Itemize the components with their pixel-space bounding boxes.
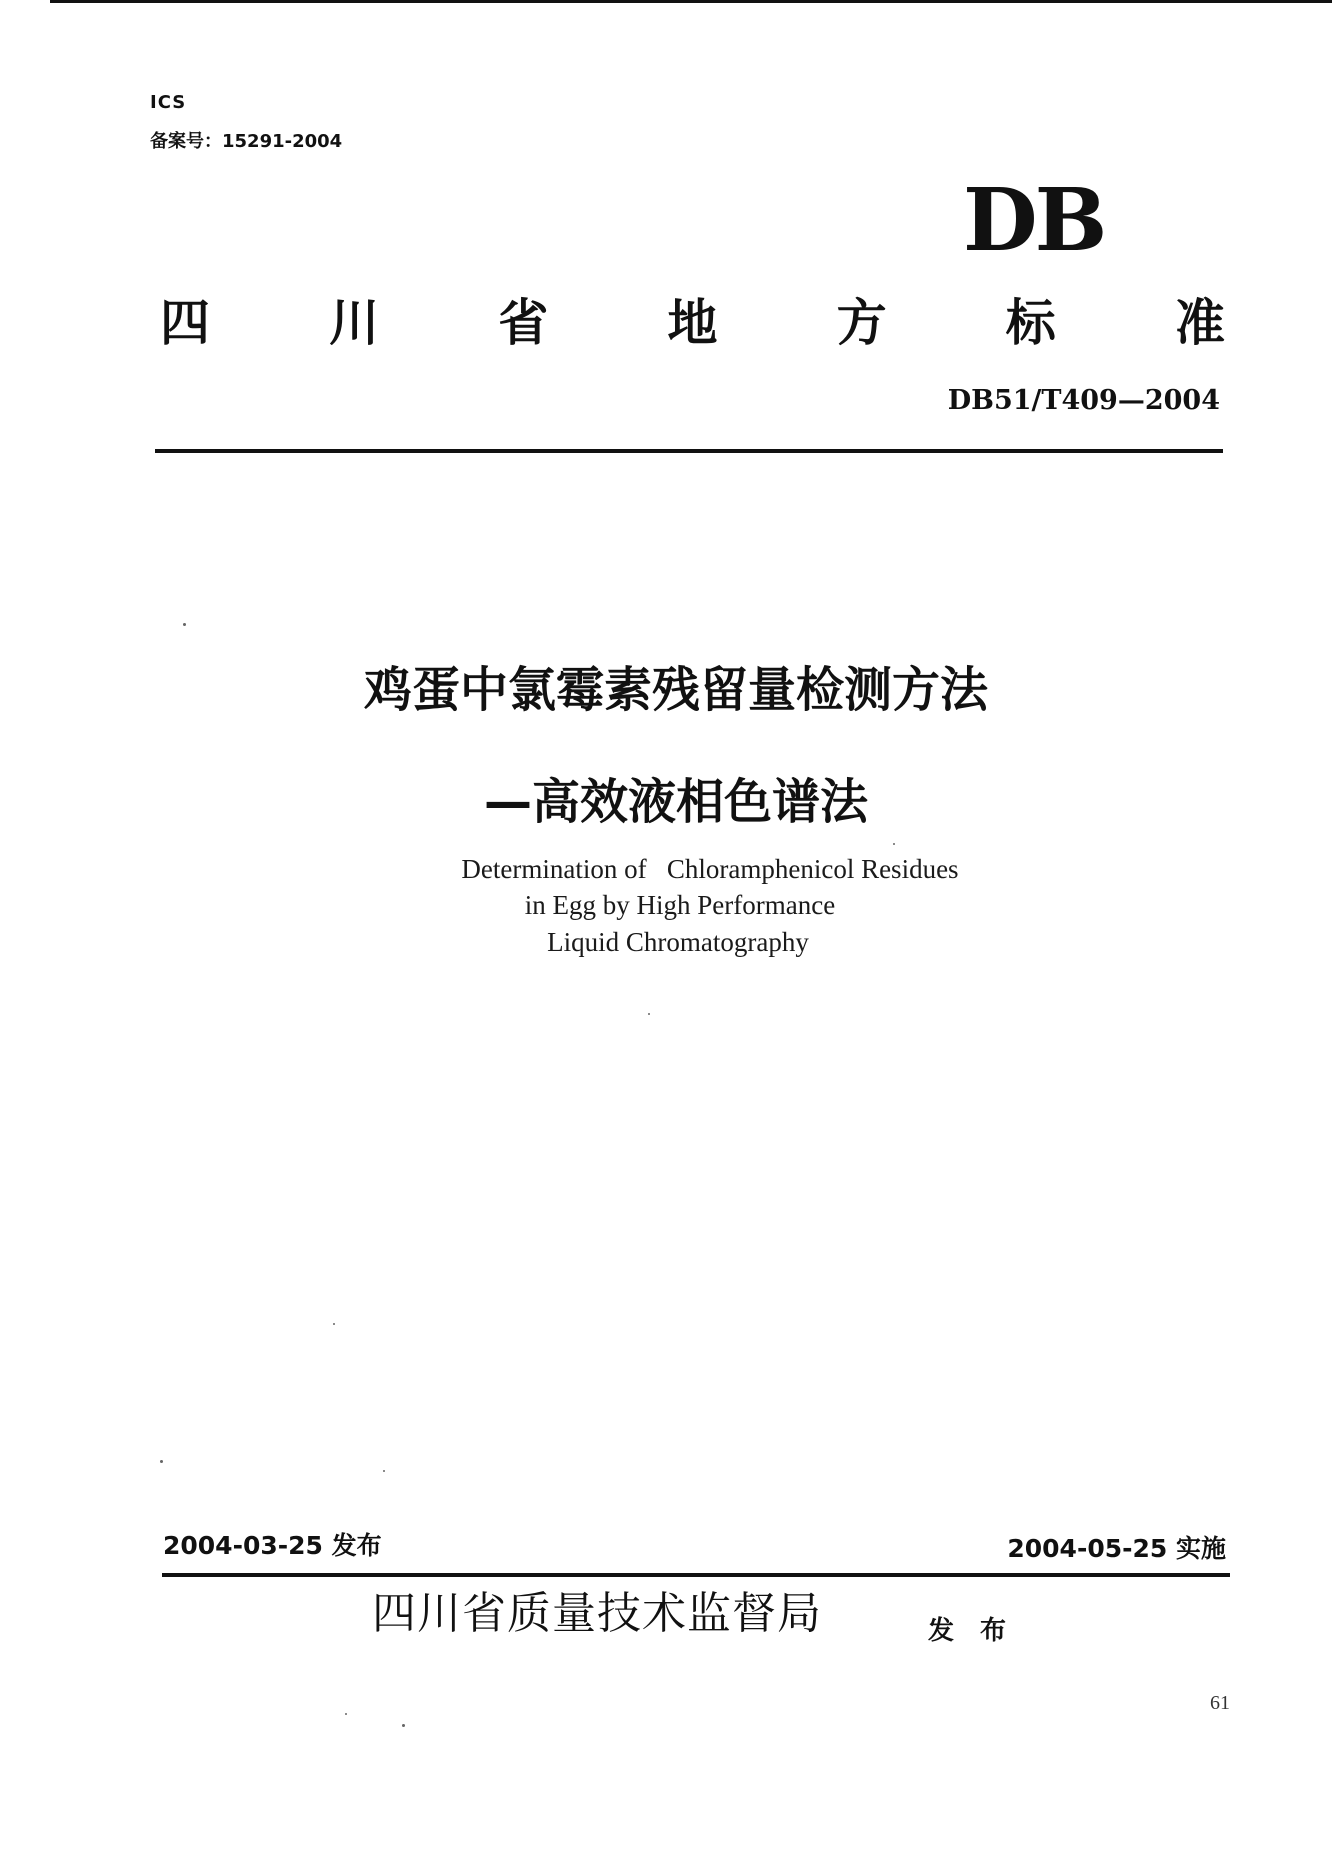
title-chinese-main: 鸡蛋中氯霉素残留量检测方法 xyxy=(363,662,988,718)
page-number: 61 xyxy=(1210,1692,1230,1714)
filing-number: 备案号：15291-2004 xyxy=(150,131,343,152)
issue-label: 发布 xyxy=(928,1616,1033,1646)
standard-type-char: 方 xyxy=(836,294,887,352)
ics-label: ICS xyxy=(150,92,187,113)
title-english-line-3: Liquid Chromatography xyxy=(547,927,809,957)
footer-divider xyxy=(162,1573,1230,1577)
title-english-line-1: Determination of Chloramphenicol Residues xyxy=(461,854,959,884)
scan-speck xyxy=(160,1460,163,1463)
standard-type-char: 标 xyxy=(1005,294,1056,352)
standard-type-char: 四 xyxy=(160,294,210,352)
standard-type-char: 地 xyxy=(667,294,718,352)
standard-type-char: 川 xyxy=(329,294,380,352)
title-english-line-2: in Egg by High Performance xyxy=(524,890,836,920)
top-border-line xyxy=(50,0,1332,3)
standard-type-char: 准 xyxy=(1174,294,1225,352)
scan-speck xyxy=(893,843,895,845)
scan-speck xyxy=(345,1713,347,1715)
issuing-authority: 四川省质量技术监督局 xyxy=(372,1588,822,1639)
scan-speck xyxy=(383,1470,385,1472)
standard-number: DB51/T409—2004 xyxy=(947,385,1220,416)
scan-speck xyxy=(333,1323,335,1325)
db-standard-mark: DB xyxy=(963,170,1105,271)
scan-speck xyxy=(402,1724,405,1727)
header-divider xyxy=(155,449,1223,453)
standard-type-heading xyxy=(160,294,1225,352)
implementation-date: 2004-05-25 实施 xyxy=(1007,1534,1226,1563)
standard-type-char: 省 xyxy=(498,294,549,352)
release-date: 2004-03-25 发布 xyxy=(163,1531,382,1560)
scan-speck xyxy=(648,1013,650,1015)
title-chinese-subtitle: —高效液相色谱法 xyxy=(483,774,868,830)
scan-speck xyxy=(183,623,186,626)
